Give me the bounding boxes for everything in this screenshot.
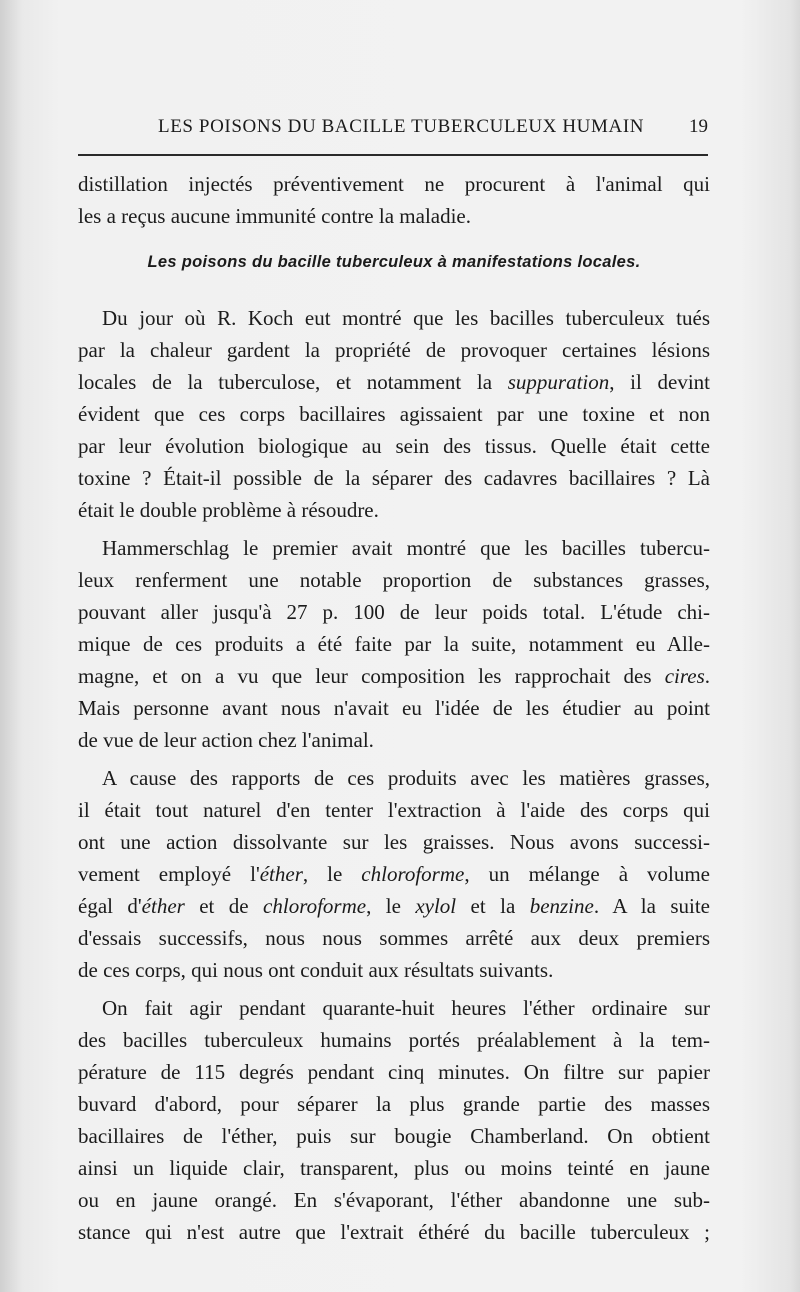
running-head: LES POISONS DU BACILLE TUBERCULEUX HUMAIN [158,116,645,137]
italic-term: suppuration [507,370,610,394]
text-run: . [704,664,711,688]
text-line: mique de ces produits a été faite par la suite, notamment eu Alle- [78,632,710,656]
text-line: ainsi un liquide clair, transparent, plus ou moins teinté en jaune [78,1156,710,1180]
text-run: et la [456,894,530,918]
text-line: les a reçus aucune immunité contre la maladie. [78,204,472,228]
text-run: égal d' [78,894,142,918]
text-line: d'essais successifs, nous nous sommes arrêté aux deux premiers [78,926,710,950]
text-run: , le [366,894,416,918]
spacer [78,278,710,302]
text-line: par leur évolution biologique au sein des tissus. Quelle était cette [78,434,710,458]
italic-term: chloroforme [361,862,465,886]
page-header [78,116,708,140]
text-line: était le double problème à résoudre. [78,498,379,522]
text-line: buvard d'abord, pour séparer la plus grande partie des masses [78,1092,710,1116]
header-rule [78,154,708,156]
italic-term: benzine [529,894,594,918]
text-line: On fait agir pendant quarante-huit heures l'éther ordinaire sur [102,996,710,1020]
text-line: Mais personne avant nous n'avait eu l'idée de les étudier au point [78,696,710,720]
section-heading: Les poisons du bacille tuberculeux à manifestations locales. [147,253,641,271]
italic-term: cires [664,664,705,688]
text-run: , un mélange à volume [464,862,711,886]
text-run: vement employé l' [78,862,260,886]
text-line: bacillaires de l'éther, puis sur bougie Chamberland. On obtient [78,1124,710,1148]
text-line: de vue de leur action chez l'animal. [78,728,374,752]
text-run: magne, et on a vu que leur composition les rapprochait des [78,664,652,688]
spacer [78,232,710,246]
text-line: ont une action dissolvante sur les graisses. Nous avons successi- [78,830,710,854]
text-line [78,366,710,398]
text-run: locales de la tuberculose, et notamment la [78,370,493,394]
page-number: 19 [689,116,708,137]
text-run: , le [302,862,343,886]
text-line: pérature de 115 degrés pendant cinq minutes. On filtre sur papier [78,1060,710,1084]
italic-term: éther [259,862,303,886]
text-line: il était tout naturel d'en tenter l'extraction à l'aide des corps qui [78,798,710,822]
text-line: par la chaleur gardent la propriété de provoquer certaines lésions [78,338,710,362]
text-line: ou en jaune orangé. En s'évaporant, l'éther abandonne une sub- [78,1188,710,1212]
body-text [78,168,710,1248]
text-line: pouvant aller jusqu'à 27 p. 100 de leur poids total. L'étude chi- [78,600,710,624]
text-line: Hammerschlag le premier avait montré que les bacilles tubercu- [102,536,710,560]
text-run: et de [184,894,264,918]
text-line [78,660,710,692]
text-line [78,890,710,922]
text-run: . A la suite [593,894,710,918]
text-line: évident que ces corps bacillaires agissaient par une toxine et non [78,402,710,426]
text-line: leux renferment une notable proportion de substances grasses, [78,568,710,592]
italic-term: éther [141,894,185,918]
italic-term: chloroforme [263,894,367,918]
text-line: A cause des rapports de ces produits avec les matières grasses, [102,766,710,790]
text-line: toxine ? Était-il possible de la séparer des cadavres bacillaires ? Là [78,466,710,490]
text-line [78,858,710,890]
text-line: de ces corps, qui nous ont conduit aux résultats suivants. [78,958,554,982]
text-line: distillation injectés préventivement ne procurent à l'animal qui [78,172,710,196]
text-line: stance qui n'est autre que l'extrait éthéré du bacille tuberculeux ; [78,1220,710,1244]
text-line: Du jour où R. Koch eut montré que les bacilles tuberculeux tués [102,306,710,330]
text-line: des bacilles tuberculeux humains portés préalablement à la tem- [78,1028,710,1052]
italic-term: xylol [415,894,457,918]
text-run: , il devint [609,370,710,394]
